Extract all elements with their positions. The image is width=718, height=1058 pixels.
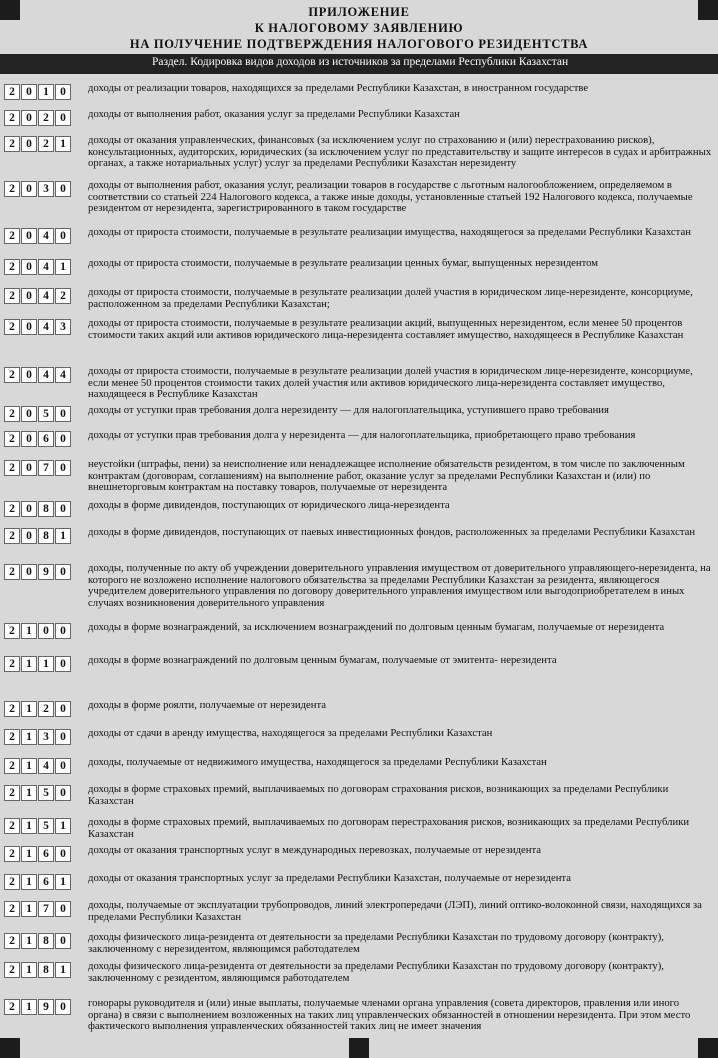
code-digit: 1 [55, 259, 71, 275]
code-digit: 0 [55, 623, 71, 639]
income-code [4, 136, 72, 152]
income-description: доходы от прироста стоимости, получаемые в результате реализации имущества, находящегося за пределами Республики Казахстан [88, 226, 691, 238]
code-digit: 7 [38, 901, 54, 917]
income-description: доходы физического лица-резидента от деятельности за пределами Республики Казахстан по трудовому договору (контракту), заключенному с нерезидентом, являющимся работодателем [88, 931, 664, 955]
income-description: доходы в форме дивидендов, поступающих от юридического лица-нерезидента [88, 499, 450, 511]
code-digit: 0 [55, 999, 71, 1015]
income-description: гонорары руководителя и (или) иные выплаты, получаемые членами органа управления (совета директоров, правления или иного органа) в связи с выполнением возложенных на таких лиц управленческих обязанностей в отношении нерезидента. При этом место фактического выполнения управленческих обязанностей таких лиц не имеет значения [88, 997, 691, 1033]
code-digit: 1 [21, 785, 37, 801]
income-description: доходы, получаемые от недвижимого имущества, находящегося за пределами Республики Казахстан [88, 756, 547, 768]
income-code [4, 528, 72, 544]
code-digit: 0 [55, 501, 71, 517]
income-description: доходы от оказания транспортных услуг в международных перевозках, получаемые от нерезидента [88, 844, 542, 856]
code-digit: 4 [38, 758, 54, 774]
code-digit: 1 [55, 962, 71, 978]
income-description: доходы в форме вознаграждений по долговым ценным бумагам, получаемые от эмитента- нерезидента [88, 654, 557, 666]
code-digit: 0 [55, 110, 71, 126]
income-description: доходы от оказания управленческих, финансовых (за исключением услуг по страхованию и (или) перестрахованию рисков), консультационных, аудиторских, юридических (за исключением услуг по представительству и защите интересов в судах и арбитражных органах, а также нотариальных услуг) услуг за пределами Республики Казахстан нерезиденту [88, 134, 712, 170]
code-digit: 0 [55, 846, 71, 862]
income-code [4, 729, 72, 745]
code-digit: 3 [38, 729, 54, 745]
income-code [4, 367, 72, 383]
code-digit: 2 [4, 228, 20, 244]
code-digit: 2 [38, 110, 54, 126]
code-digit: 2 [4, 319, 20, 335]
income-code [4, 288, 72, 304]
code-digit: 0 [21, 367, 37, 383]
income-code [4, 84, 72, 100]
code-digit: 1 [21, 901, 37, 917]
code-digit: 2 [4, 110, 20, 126]
header-line-2: К НАЛОГОВОМУ ЗАЯВЛЕНИЮ [254, 21, 464, 35]
income-code [4, 623, 72, 639]
code-digit: 1 [21, 656, 37, 672]
income-code [4, 758, 72, 774]
code-digit: 0 [21, 406, 37, 422]
income-code [4, 181, 72, 197]
income-description: доходы от уступки прав требования долга у нерезидента — для налогоплательщика, приобретающего право требования [88, 429, 636, 441]
code-digit: 6 [38, 846, 54, 862]
code-digit: 2 [55, 288, 71, 304]
code-digit: 1 [21, 729, 37, 745]
income-description: доходы от уступки прав требования долга нерезиденту — для налогоплательщика, уступившего право требования [88, 404, 609, 416]
code-digit: 4 [38, 259, 54, 275]
code-digit: 0 [38, 623, 54, 639]
income-description: доходы в форме роялти, получаемые от нерезидента [88, 699, 327, 711]
code-digit: 1 [21, 874, 37, 890]
income-code [4, 874, 72, 890]
income-code [4, 259, 72, 275]
income-description: доходы от сдачи в аренду имущества, находящегося за пределами Республики Казахстан [88, 727, 493, 739]
code-digit: 1 [21, 962, 37, 978]
code-digit: 2 [38, 136, 54, 152]
code-digit: 2 [4, 288, 20, 304]
code-digit: 1 [21, 701, 37, 717]
code-digit: 3 [38, 181, 54, 197]
code-digit: 8 [38, 501, 54, 517]
income-description: доходы от реализации товаров, находящихся за пределами Республики Казахстан, в иностранном государстве [88, 82, 589, 94]
code-digit: 0 [21, 460, 37, 476]
code-digit: 2 [4, 181, 20, 197]
registration-mark-bottom-left [0, 1038, 20, 1058]
registration-mark-bottom-right [698, 1038, 718, 1058]
income-code [4, 110, 72, 126]
code-digit: 2 [4, 701, 20, 717]
income-description: доходы в форме страховых премий, выплачиваемых по договорам перестрахования рисков, возникающих за пределами Республики Казахстан [88, 816, 690, 840]
header-line-3: НА ПОЛУЧЕНИЕ ПОДТВЕРЖДЕНИЯ НАЛОГОВОГО РЕЗИДЕНТСТВА [129, 37, 589, 51]
income-description: доходы от оказания транспортных услуг за пределами Республики Казахстан, получаемые от нерезидента [88, 872, 571, 884]
code-digit: 4 [55, 367, 71, 383]
income-code [4, 564, 72, 580]
income-description: доходы от выполнения работ, оказания услуг за пределами Республики Казахстан [88, 108, 460, 120]
code-digit: 2 [4, 656, 20, 672]
income-code [4, 933, 72, 949]
code-digit: 0 [55, 431, 71, 447]
code-digit: 0 [55, 729, 71, 745]
code-digit: 2 [4, 528, 20, 544]
section-title: Раздел. Кодировка видов доходов из источников за пределами Республики Казахстан [152, 56, 569, 68]
code-digit: 1 [55, 136, 71, 152]
income-code [4, 431, 72, 447]
code-digit: 5 [38, 785, 54, 801]
income-description: неустойки (штрафы, пени) за неисполнение или ненадлежащее исполнение обязательств резидентом, в том числе по заключенным контрактам (договорам, соглашениям) на выполнение работ, оказание услуг за пределами Республики Казахстан и (или) по внешнеторговым контрактам на поставку товаров, получаемые от нерезидента [88, 458, 685, 494]
code-digit: 0 [55, 84, 71, 100]
code-digit: 2 [4, 84, 20, 100]
code-digit: 5 [38, 818, 54, 834]
income-code [4, 901, 72, 917]
code-digit: 2 [4, 999, 20, 1015]
income-code [4, 818, 72, 834]
income-description: доходы от выполнения работ, оказания услуг, реализации товаров в государстве с льготным налогообложением, определяемом в соответствии со статьей 224 Налогового кодекса, а также иные доходы, установленные статьей 192 Налогового кодекса, получаемые резидентом от нерезидента, зарегистрированного в таком государстве [88, 179, 693, 215]
code-digit: 0 [21, 259, 37, 275]
code-digit: 4 [38, 319, 54, 335]
code-digit: 2 [4, 501, 20, 517]
code-digit: 2 [4, 259, 20, 275]
code-digit: 0 [21, 84, 37, 100]
code-digit: 1 [21, 933, 37, 949]
code-digit: 8 [38, 933, 54, 949]
code-digit: 0 [55, 758, 71, 774]
code-digit: 0 [21, 501, 37, 517]
code-digit: 0 [21, 528, 37, 544]
code-digit: 1 [55, 528, 71, 544]
code-digit: 0 [21, 288, 37, 304]
code-digit: 4 [38, 228, 54, 244]
code-digit: 1 [21, 623, 37, 639]
code-digit: 2 [4, 431, 20, 447]
income-description: доходы физического лица-резидента от деятельности за пределами Республики Казахстан по трудовому договору (контракту), заключенному с резидентом, являющимся работодателем [88, 960, 664, 984]
code-digit: 1 [55, 818, 71, 834]
code-digit: 6 [38, 874, 54, 890]
code-digit: 5 [38, 406, 54, 422]
income-code [4, 406, 72, 422]
code-digit: 0 [55, 656, 71, 672]
income-description: доходы в форме дивидендов, поступающих от паевых инвестиционных фондов, расположенных за пределами Республики Казахстан [88, 526, 696, 538]
code-digit: 0 [21, 136, 37, 152]
code-digit: 0 [55, 785, 71, 801]
code-digit: 2 [4, 367, 20, 383]
code-digit: 0 [21, 181, 37, 197]
income-code [4, 656, 72, 672]
income-code [4, 319, 72, 335]
code-digit: 4 [38, 367, 54, 383]
code-digit: 6 [38, 431, 54, 447]
code-digit: 2 [38, 701, 54, 717]
code-digit: 8 [38, 528, 54, 544]
income-code [4, 228, 72, 244]
code-digit: 1 [38, 84, 54, 100]
code-digit: 2 [4, 623, 20, 639]
code-digit: 0 [21, 431, 37, 447]
code-digit: 0 [55, 901, 71, 917]
code-digit: 4 [38, 288, 54, 304]
income-description: доходы от прироста стоимости, получаемые в результате реализации ценных бумаг, выпущенных нерезидентом [88, 257, 599, 269]
income-description: доходы в форме страховых премий, выплачиваемых по договорам страхования рисков, возникающих за пределами Республики Казахстан [88, 783, 669, 807]
code-digit: 2 [4, 874, 20, 890]
income-code [4, 999, 72, 1015]
code-digit: 2 [4, 136, 20, 152]
code-digit: 9 [38, 999, 54, 1015]
code-digit: 1 [38, 656, 54, 672]
section-band [0, 54, 718, 74]
code-digit: 1 [55, 874, 71, 890]
code-digit: 7 [38, 460, 54, 476]
code-digit: 2 [4, 818, 20, 834]
code-digit: 1 [21, 846, 37, 862]
income-code [4, 701, 72, 717]
income-code [4, 846, 72, 862]
income-code [4, 460, 72, 476]
code-digit: 2 [4, 962, 20, 978]
code-digit: 2 [4, 729, 20, 745]
income-code [4, 501, 72, 517]
code-digit: 2 [4, 406, 20, 422]
code-digit: 2 [4, 846, 20, 862]
code-digit: 2 [4, 460, 20, 476]
registration-mark-bottom-center [349, 1038, 369, 1058]
code-digit: 2 [4, 933, 20, 949]
income-description: доходы от прироста стоимости, получаемые в результате реализации акций, выпущенных нерезидентом, если менее 50 процентов стоимости таких акций или активов юридического лица-нерезидента составляет имущество, находящееся в Республике Казахстан [88, 317, 684, 341]
code-digit: 0 [21, 319, 37, 335]
income-description: доходы в форме вознаграждений, за исключением вознаграждений по долговым ценным бумагам, получаемые от нерезидента [88, 621, 665, 633]
income-description: доходы от прироста стоимости, получаемые в результате реализации долей участия в юридическом лице-нерезиденте, консорциуме, если менее 50 процентов стоимости таких долей участия или активов юридического лица-нерезидента составляет имущество, находящееся в Республике Казахстан [88, 365, 693, 401]
code-digit: 0 [55, 406, 71, 422]
income-code [4, 785, 72, 801]
code-digit: 2 [4, 564, 20, 580]
code-digit: 8 [38, 962, 54, 978]
code-digit: 0 [55, 701, 71, 717]
income-description: доходы, полученные по акту об учреждении доверительного управления имуществом от доверительного управляющего-нерезидента, на которого не возложено исполнение налогового обязательства за пределами Республики Казахстан за резидента, являющегося учредителем доверительного управления по договору доверительного управления имуществом или выгодоприобретателем в иных случаях возникновения доверительного управления [88, 562, 711, 609]
income-code [4, 962, 72, 978]
code-digit: 2 [4, 901, 20, 917]
income-description: доходы от прироста стоимости, получаемые в результате реализации долей участия в юридическом лице-нерезиденте, консорциуме, расположенном за пределами Республики Казахстан; [88, 286, 693, 310]
code-digit: 1 [21, 818, 37, 834]
code-digit: 2 [4, 758, 20, 774]
income-description: доходы, получаемые от эксплуатации трубопроводов, линий электропередачи (ЛЭП), линий оптико-волоконной связи, находящихся за пределами Республики Казахстан [88, 899, 702, 923]
code-digit: 9 [38, 564, 54, 580]
code-digit: 3 [55, 319, 71, 335]
code-digit: 1 [21, 758, 37, 774]
code-digit: 0 [55, 181, 71, 197]
header-line-1: ПРИЛОЖЕНИЕ [308, 5, 410, 19]
code-digit: 0 [55, 564, 71, 580]
code-digit: 0 [55, 460, 71, 476]
code-digit: 0 [21, 110, 37, 126]
code-digit: 1 [21, 999, 37, 1015]
code-digit: 0 [55, 933, 71, 949]
code-digit: 2 [4, 785, 20, 801]
code-digit: 0 [55, 228, 71, 244]
code-digit: 0 [21, 228, 37, 244]
code-digit: 0 [21, 564, 37, 580]
